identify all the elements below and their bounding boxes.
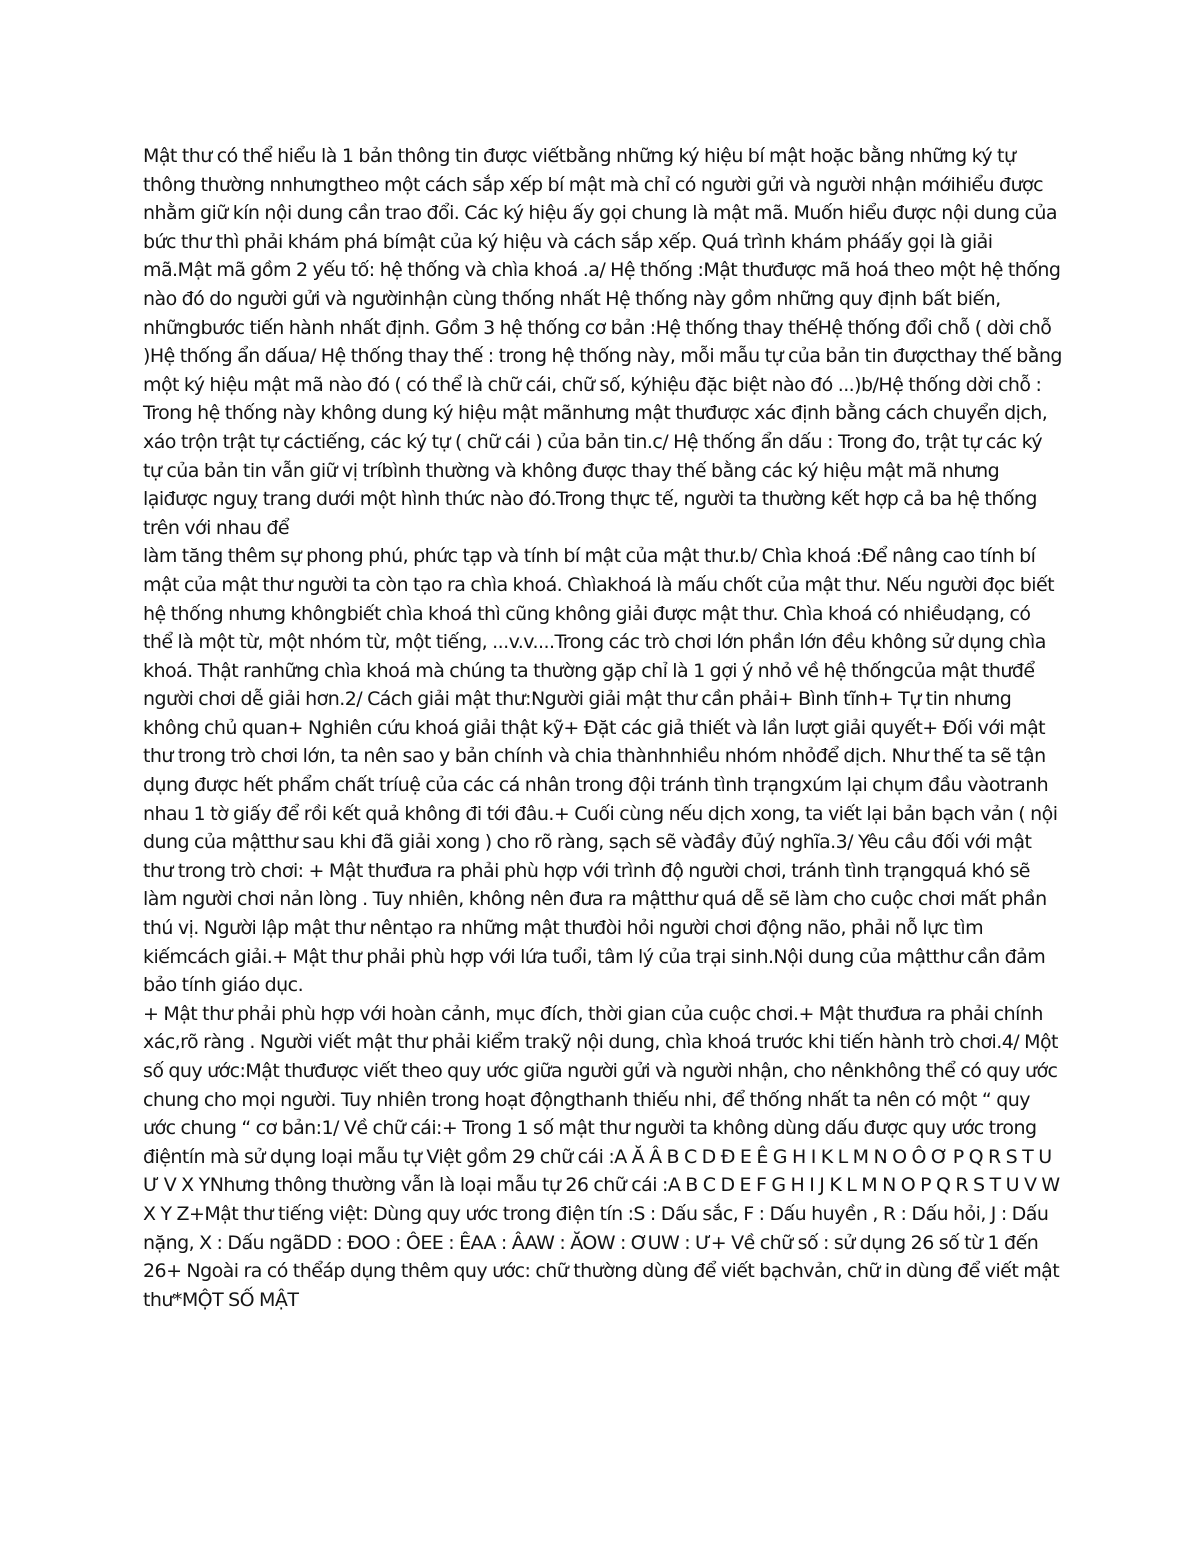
paragraph-3: + Mật thư phải phù hợp với hoàn cảnh, mục đích, thời gian của cuộc chơi.+ Mật thưđưa ra phải chính xác,rõ ràng . Người viết mật thư phải kiểm trakỹ nội dung, chìa khoá trước khi tiến hành trò chơi.4/ Một số quy ước:Mật thưđược viết theo quy ước giữa người gửi và người nhận, cho nênkhông thể có quy ước chung cho mọi người. Tuy nhiên trong hoạt độngthanh thiếu nhi, để thống nhất ta nên có một “ quy ước chung “ cơ bản:1/ Về chữ cái:+ Trong 1 số mật thư người ta không dùng dấu được quy ước trong điệntín mà sử dụng loại mẫu tự Việt gồm 29 chữ cái :A Ă Â B C D Đ E Ê G H I K L M N O Ô Ơ P Q R S T U Ư V X YNhưng thông thường vẫn là loại mẫu tự 26 chữ cái :A B C D E F G H I J K L M N O P Q R S T U V W X Y Z+Mật thư tiếng việt: Dùng quy ước trong điện tín :S : Dấu sắc, F : Dấu huyền , R : Dấu hỏi, J : Dấu nặng, X : Dấu ngãDD : ĐOO : ÔEE : ÊAA : ÂAW : ĂOW : ƠUW : Ư+ Về chữ số : sử dụng 26 số từ 1 đến 26+ Ngoài ra có thểáp dụng thêm quy ước: chữ thường dùng để viết bạchvản, chữ in dùng để viết mật thư*MỘT SỐ MẬT — [143, 1002, 1060, 1311]
paragraph-1: Mật thư có thể hiểu là 1 bản thông tin được viếtbằng những ký hiệu bí mật hoặc bằng những ký tự thông thường nnhưngtheo một cách sắp xếp bí mật mà chỉ có người gửi và người nhận mớihiểu được nhằm giữ kín nội dung cần trao đổi. Các ký hiệu ấy gọi chung là mật mã. Muốn hiểu được nội dung của bức thư thì phải khám phá bímật của ký hiệu và cách sắp xếp. Quá trình khám pháấy gọi là giải mã.Mật mã gồm 2 yếu tố: hệ thống và chìa khoá .a/ Hệ thống :Mật thưđược mã hoá theo một hệ thống nào đó do người gửi và ngườinhận cùng thống nhất Hệ thống này gồm những quy định bất biến, nhữngbước tiến hành nhất định. Gồm 3 hệ thống cơ bản :Hệ thống thay thếHệ thống đổi chỗ ( dời chỗ )Hệ thống ẩn dấua/ Hệ thống thay thế : trong hệ thống này, mỗi mẫu tự của bản tin đượcthay thế bằng một ký hiệu mật mã nào đó ( có thể là chữ cái, chữ số, kýhiệu đặc biệt nào đó ...)b/Hệ thống dời chỗ : Trong hệ thống này không dung ký hiệu mật mãnhưng mật thưđược xác định bằng cách chuyển dịch, xáo trộn trật tự cáctiếng, các ký tự ( chữ cái ) của bản tin.c/ Hệ thống ẩn dấu : Trong đo, trật tự các ký tự của bản tin vẫn giữ vị tríbình thường và không được thay thế bằng các ký hiệu mật mã nhưng lạiđược nguỵ trang dưới một hình thức nào đó.Trong thực tế, người ta thường kết hợp cả ba hệ thống trên với nhau để — [143, 145, 1062, 539]
document-body — [143, 142, 1063, 1314]
paragraph-2: làm tăng thêm sự phong phú, phức tạp và tính bí mật của mật thư.b/ Chìa khoá :Để nâng cao tính bí mật của mật thư người ta còn tạo ra chìa khoá. Chìakhoá là mấu chốt của mật thư. Nếu người đọc biết hệ thống nhưng khôngbiết chìa khoá thì cũng không giải được mật thư. Chìa khoá có nhiềudạng, có thể là một từ, một nhóm từ, một tiếng, ...v.v....Trong các trò chơi lớn phần lớn đều không sử dụng chìa khoá. Thật ranhững chìa khoá mà chúng ta thường gặp chỉ là 1 gợi ý nhỏ về hệ thốngcủa mật thưđể người chơi dễ giải hơn.2/ Cách giải mật thư:Người giải mật thư cần phải+ Bình tĩnh+ Tự tin nhưng không chủ quan+ Nghiên cứu khoá giải thật kỹ+ Đặt các giả thiết và lần lượt giải quyết+ Đối với mật thư trong trò chơi lớn, ta nên sao y bản chính và chia thànhnhiều nhóm nhỏđể dịch. Như thế ta sẽ tận dụng được hết phẩm chất tríuệ của các cá nhân trong đội tránh tình trạngxúm lại chụm đầu vàotranh nhau 1 tờ giấy để rồi kết quả không đi tới đâu.+ Cuối cùng nếu dịch xong, ta viết lại bản bạch vản ( nội dung của mậtthư sau khi đã giải xong ) cho rõ ràng, sạch sẽ vàđầy đủý nghĩa.3/ Yêu cầu đối với mật thư trong trò chơi: + Mật thưđưa ra phải phù hợp với trình độ người chơi, tránh tình trạngquá khó sẽ làm người chơi nản lòng . Tuy nhiên, không nên đưa ra mậtthư quá dễ sẽ làm cho cuộc chơi mất phần thú vị. Người lập mật thư nêntạo ra những mật thưđòi hỏi người chơi động não, phải nỗ lực tìm kiếmcách giải.+ Mật thư phải phù hợp với lứa tuổi, tâm lý của trại sinh.Nội dung của mậtthư cần đảm bảo tính giáo dục. — [143, 545, 1058, 997]
